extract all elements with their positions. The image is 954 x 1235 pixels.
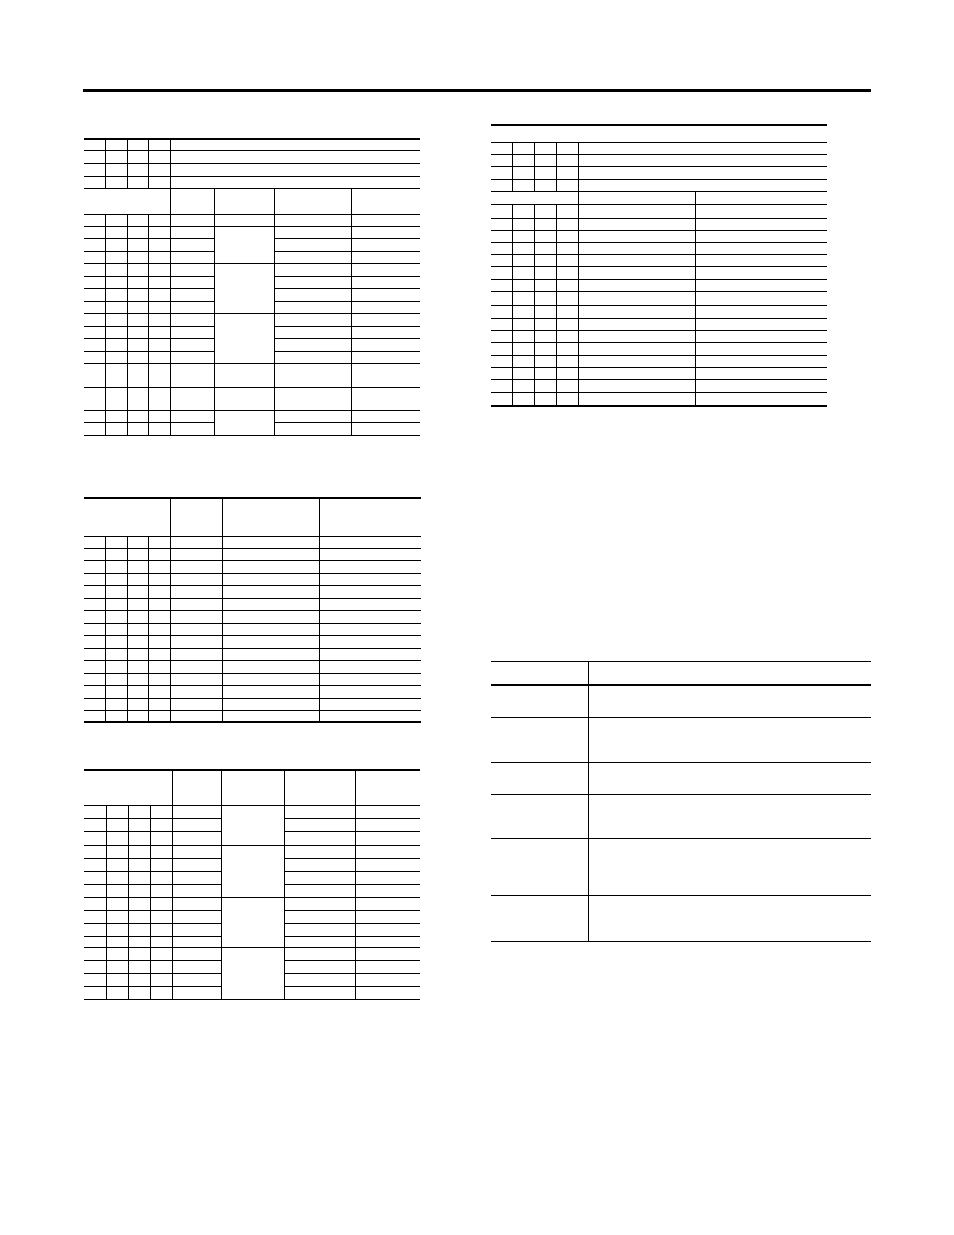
table-a-body-row-line — [84, 363, 420, 364]
table-d-row-line — [491, 254, 827, 255]
table-a-body-col-line — [274, 214, 275, 435]
table-d-header-row-line — [491, 154, 827, 155]
table-a-header-col-line — [148, 140, 149, 188]
table-d-col-line — [578, 142, 579, 405]
table-b-row-line — [84, 660, 421, 661]
table-b-top-rule — [84, 497, 421, 499]
table-a-merged-cell — [215, 264, 274, 313]
table-d-row-line — [491, 367, 827, 368]
table-d-row-line — [491, 266, 827, 267]
table-b-col-line — [127, 536, 128, 721]
table-e-bottom-rule — [491, 941, 871, 942]
table-d-col-line — [512, 142, 513, 405]
table-d-header-row-line — [491, 142, 827, 143]
table-c-merged-cell — [222, 948, 284, 999]
table-c-merged-cell — [222, 806, 284, 845]
table-d-row-line — [491, 279, 827, 280]
table-a-body-col-line — [148, 214, 149, 435]
table-b-col-line — [105, 536, 106, 721]
table-b-row-line — [84, 648, 421, 649]
table-a-subheader-line — [84, 214, 420, 215]
table-b-row-line — [84, 573, 421, 574]
table-c-merged-cell — [222, 846, 284, 897]
table-a-merged-cell — [215, 411, 274, 435]
table-a-body-col-line — [351, 214, 352, 435]
table-d-row-line — [491, 342, 827, 343]
table-d-merged-cell — [492, 192, 578, 204]
table-c-bottom-line — [84, 999, 420, 1000]
table-e-row-line — [491, 838, 871, 839]
table-b-row-line — [84, 560, 421, 561]
table-d-row-line — [491, 305, 827, 306]
table-b-bottom-rule — [84, 721, 421, 723]
table-a-top-rule — [84, 138, 420, 140]
table-b-row-line — [84, 548, 421, 549]
table-b-row-line — [84, 698, 421, 699]
table-a-merged-cell — [215, 314, 274, 363]
table-d-row-line — [491, 230, 827, 231]
table-a-header-col-line — [170, 140, 171, 188]
table-b-row-line — [84, 610, 421, 611]
table-e-top-rule — [491, 661, 871, 662]
table-c-top-rule — [84, 769, 420, 771]
table-d-row-line — [491, 392, 827, 393]
table-d-row-line — [491, 318, 827, 319]
table-d-col-line — [534, 142, 535, 405]
table-e-row-line — [491, 895, 871, 896]
table-a-header-col-line — [127, 140, 128, 188]
table-a-header-row-line — [84, 188, 420, 189]
table-d-header-row-line — [491, 166, 827, 167]
table-e-col-line — [588, 662, 589, 941]
table-a-body-row-line — [84, 387, 420, 388]
table-c-col-line — [106, 805, 107, 999]
table-d-row-line — [491, 218, 827, 219]
table-a-body-col-line — [127, 214, 128, 435]
table-a-body-col-line — [105, 214, 106, 435]
table-d-bottom-rule — [491, 405, 827, 407]
table-c-col-line — [128, 805, 129, 999]
page-header-rule — [83, 89, 871, 92]
table-a-subheader-col-line — [214, 188, 215, 214]
table-a-subheader-col-line — [351, 188, 352, 214]
table-a-header-row-line — [84, 176, 420, 177]
table-b-row-line — [84, 585, 421, 586]
table-a-subheader-col-line — [170, 188, 171, 214]
table-b-row-line — [84, 685, 421, 686]
table-b-row-line — [84, 623, 421, 624]
table-e-header-rule — [491, 684, 871, 686]
table-d-col-line — [695, 191, 696, 405]
table-e-row-line — [491, 794, 871, 795]
table-e-row-line — [491, 717, 871, 718]
table-c-merged-cell — [222, 898, 284, 947]
table-d-header-row-line — [491, 179, 827, 180]
table-a-header-col-line — [105, 140, 106, 188]
table-d-row-line — [491, 379, 827, 380]
table-c-col-line — [150, 805, 151, 999]
table-a-subheader-col-line — [274, 188, 275, 214]
table-a-header-row-line — [84, 163, 420, 164]
table-d-row-line — [491, 330, 827, 331]
table-b-col-line — [148, 536, 149, 721]
table-a-merged-cell — [215, 227, 274, 263]
table-d-subheader-line — [491, 204, 827, 205]
table-b-row-line — [84, 673, 421, 674]
table-a-body-col-line — [170, 214, 171, 435]
table-b-header-line — [84, 536, 421, 537]
table-a-body-row-line — [84, 435, 420, 436]
table-d-row-line — [491, 242, 827, 243]
table-b-row-line — [84, 635, 421, 636]
table-d-row-line — [491, 291, 827, 292]
table-b-row-line — [84, 598, 421, 599]
table-d-top-rule — [491, 124, 827, 126]
table-e-row-line — [491, 762, 871, 763]
table-d-row-line — [491, 355, 827, 356]
table-d-col-line — [556, 142, 557, 405]
table-b-row-line — [84, 710, 421, 711]
table-a-header-row-line — [84, 150, 420, 151]
